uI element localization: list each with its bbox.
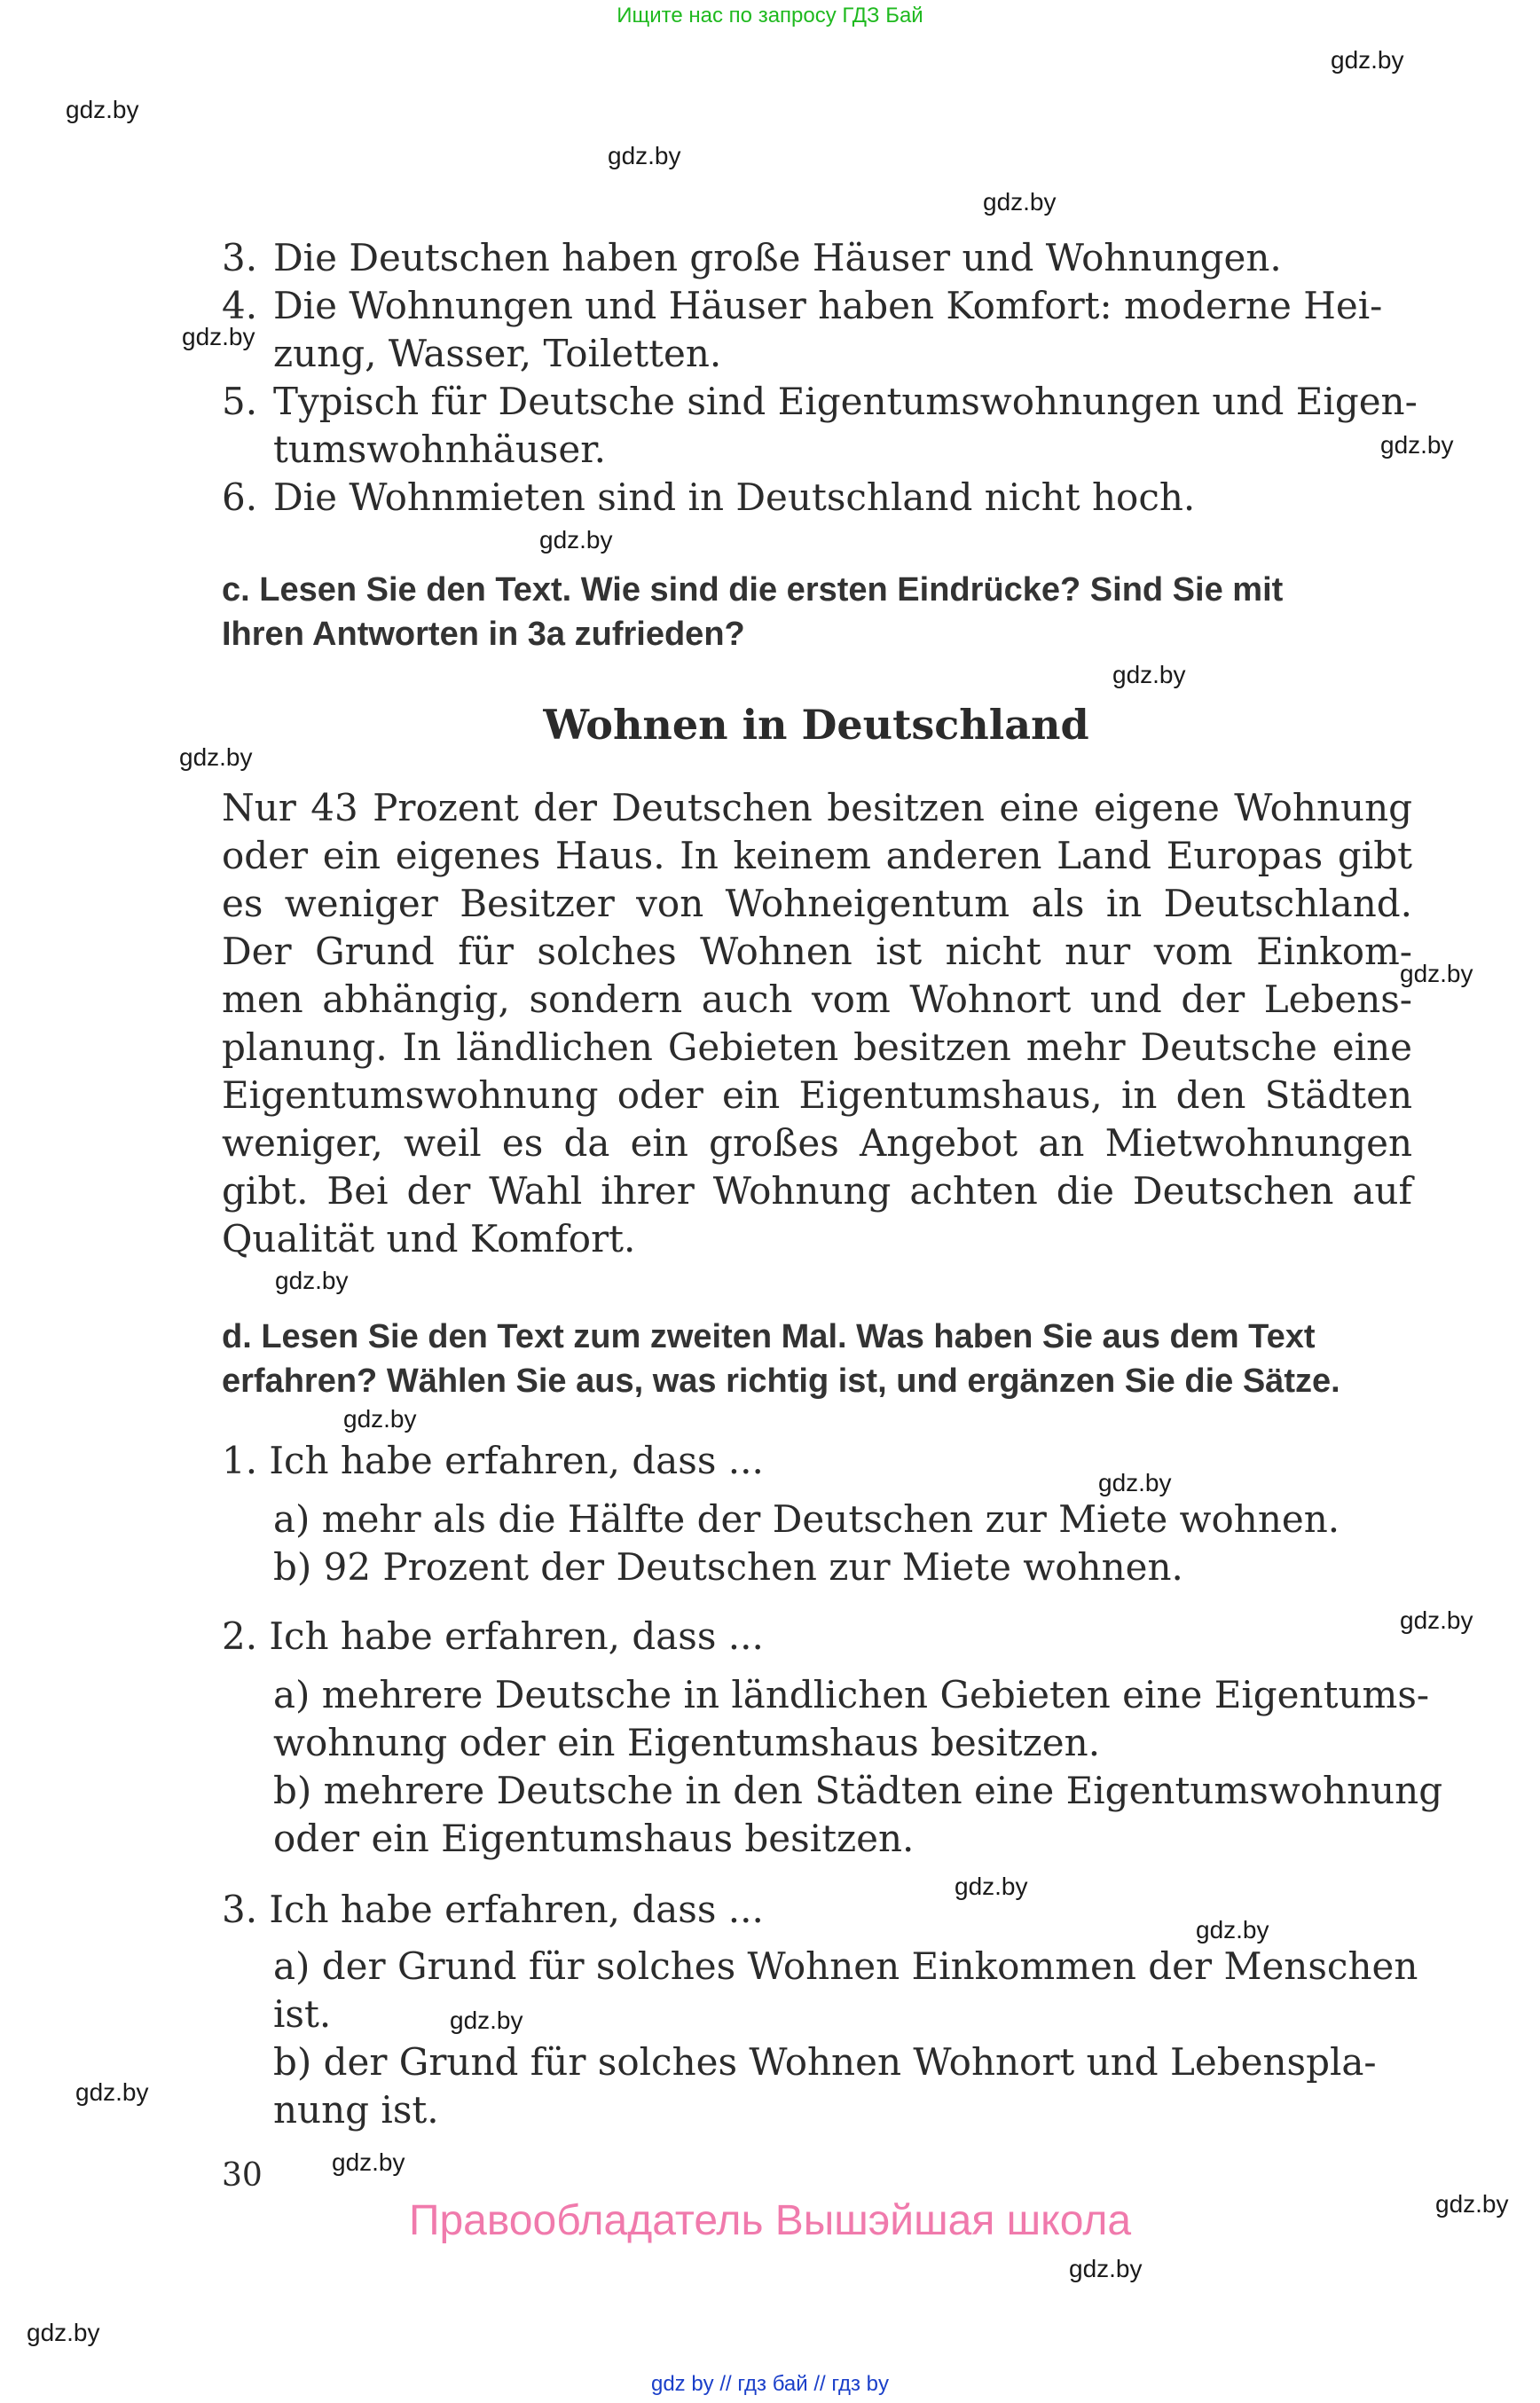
- watermark: gdz.by: [66, 96, 139, 123]
- article-line: Der Grund für solches Wohnen ist nicht nur vom Einkom-: [222, 930, 1412, 973]
- question-1-option-b[interactable]: b) 92 Prozent der Deutschen zur Miete wohnen.: [273, 1545, 1183, 1589]
- watermark: gdz.by: [1435, 2190, 1509, 2218]
- question-3-option-a-line-1[interactable]: a) der Grund für solches Wohnen Einkommen der Menschen: [273, 1944, 1418, 1988]
- question-3-option-a-line-2[interactable]: ist.: [273, 1992, 332, 2036]
- watermark: gdz.by: [27, 2319, 100, 2346]
- question-2-option-a-line-2[interactable]: wohnung oder ein Eigentumshaus besitzen.: [273, 1721, 1101, 1764]
- article-line: planung. In ländlichen Gebieten besitzen mehr Deutsche eine: [222, 1025, 1412, 1069]
- task-d-line-2: erfahren? Wählen Sie aus, was richtig ist, und ergänzen Sie die Sätze.: [222, 1362, 1340, 1400]
- watermark: gdz.by: [1400, 960, 1473, 987]
- watermark: gdz.by: [182, 323, 255, 350]
- top-banner[interactable]: Ищите нас по запросу ГДЗ Бай: [617, 4, 923, 27]
- task-c-line-1: c. Lesen Sie den Text. Wie sind die ersten Eindrücke? Sind Sie mit: [222, 571, 1284, 609]
- watermark: gdz.by: [343, 1405, 417, 1433]
- statement-4-line-2: zung, Wasser, Toiletten.: [273, 332, 722, 375]
- statement-6-number: 6.: [222, 475, 258, 519]
- question-3-option-b-line-2[interactable]: nung ist.: [273, 2088, 439, 2132]
- watermark: gdz.by: [1098, 1469, 1172, 1496]
- article-line: oder ein eigenes Haus. In keinem anderen Land Europas gibt: [222, 834, 1412, 877]
- article-line: weniger, weil es da ein großes Angebot an Mietwohnungen: [222, 1121, 1412, 1165]
- article-line: gibt. Bei der Wahl ihrer Wohnung achten die Deutschen auf: [222, 1169, 1412, 1213]
- statement-5-line-1: Typisch für Deutsche sind Eigentumswohnungen und Eigen-: [273, 380, 1418, 423]
- watermark: gdz.by: [275, 1267, 349, 1294]
- footer-links[interactable]: gdz by // гдз бай // гдз by: [650, 2372, 890, 2396]
- question-1-stem: 1. Ich habe erfahren, dass ...: [222, 1439, 764, 1482]
- watermark: gdz.by: [1331, 46, 1404, 74]
- article-line: Nur 43 Prozent der Deutschen besitzen eine eigene Wohnung: [222, 786, 1412, 829]
- copyright-notice: Правообладатель Вышэйшая школа: [408, 2197, 1132, 2244]
- watermark: gdz.by: [1400, 1606, 1473, 1634]
- watermark: gdz.by: [1112, 661, 1186, 688]
- statement-3-text: Die Deutschen haben große Häuser und Wohnungen.: [273, 236, 1282, 279]
- watermark: gdz.by: [955, 1873, 1028, 1900]
- article-line: Eigentumswohnung oder ein Eigentumshaus, in den Städten: [222, 1073, 1412, 1117]
- statement-5-line-2: tumswohnhäuser.: [273, 428, 607, 471]
- statement-6-text: Die Wohnmieten sind in Deutschland nicht hoch.: [273, 475, 1196, 519]
- question-2-option-b-line-1[interactable]: b) mehrere Deutsche in den Städten eine Eigentumswohnung: [273, 1769, 1443, 1812]
- question-2-option-b-line-2[interactable]: oder ein Eigentumshaus besitzen.: [273, 1817, 915, 1860]
- statement-4-number: 4.: [222, 284, 258, 327]
- task-c-line-2: Ihren Antworten in 3a zufrieden?: [222, 616, 745, 653]
- watermark: gdz.by: [75, 2078, 149, 2106]
- statement-4-line-1: Die Wohnungen und Häuser haben Komfort: moderne Hei-: [273, 284, 1383, 327]
- watermark: gdz.by: [983, 188, 1057, 216]
- question-2-stem: 2. Ich habe erfahren, dass ...: [222, 1614, 764, 1658]
- watermark: gdz.by: [608, 142, 681, 169]
- article-line: es weniger Besitzer von Wohneigentum als in Deutschland.: [222, 882, 1412, 925]
- page-number: 30: [222, 2157, 263, 2194]
- article-line: Qualität und Komfort.: [222, 1217, 636, 1260]
- question-3-stem: 3. Ich habe erfahren, dass ...: [222, 1888, 764, 1931]
- article-line: men abhängig, sondern auch vom Wohnort und der Lebens-: [222, 978, 1412, 1021]
- question-3-option-b-line-1[interactable]: b) der Grund für solches Wohnen Wohnort und Lebenspla-: [273, 2040, 1377, 2084]
- watermark: gdz.by: [539, 526, 613, 554]
- watermark: gdz.by: [332, 2148, 405, 2176]
- statement-3-number: 3.: [222, 236, 258, 279]
- task-d-line-1: d. Lesen Sie den Text zum zweiten Mal. Was haben Sie aus dem Text: [222, 1318, 1316, 1355]
- watermark: gdz.by: [450, 2006, 523, 2034]
- watermark: gdz.by: [179, 743, 253, 771]
- question-1-option-a[interactable]: a) mehr als die Hälfte der Deutschen zur Miete wohnen.: [273, 1497, 1340, 1541]
- question-2-option-a-line-1[interactable]: a) mehrere Deutsche in ländlichen Gebieten eine Eigentums-: [273, 1673, 1430, 1716]
- watermark: gdz.by: [1196, 1916, 1269, 1944]
- watermark: gdz.by: [1380, 431, 1454, 459]
- article-title: Wohnen in Deutschland: [543, 701, 1089, 749]
- statement-5-number: 5.: [222, 380, 258, 423]
- watermark: gdz.by: [1069, 2255, 1143, 2282]
